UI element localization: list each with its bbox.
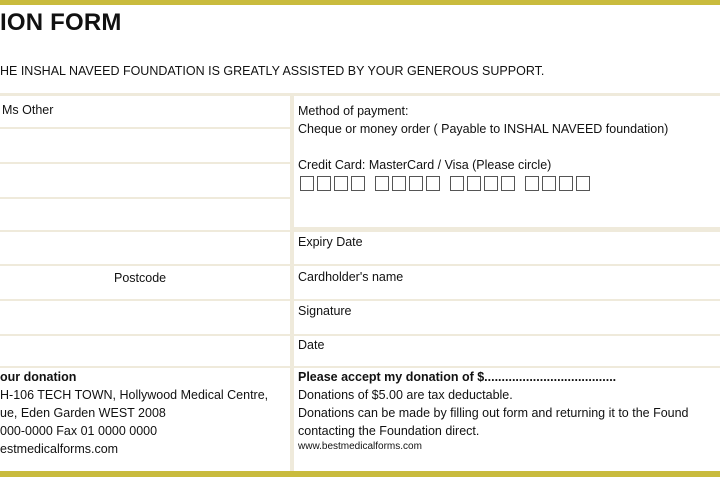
- card-number-group-3[interactable]: [450, 176, 515, 191]
- digit-box[interactable]: [484, 176, 498, 191]
- instructions-line-1: Donations can be made by filling out form and returning it to the Found: [298, 406, 689, 420]
- date-field-cell[interactable]: [294, 336, 720, 366]
- email-field-cell[interactable]: [0, 336, 290, 366]
- address-field-cell-3[interactable]: [0, 232, 290, 264]
- form-subtitle: HE INSHAL NAVEED FOUNDATION IS GREATLY ASSISTED BY YOUR GENEROUS SUPPORT.: [0, 64, 545, 78]
- digit-box[interactable]: [317, 176, 331, 191]
- digit-box[interactable]: [334, 176, 348, 191]
- donation-pledge-cell: [294, 368, 720, 471]
- tax-note-text: Donations of $5.00 are tax deductable.: [298, 388, 513, 402]
- card-number-group-2[interactable]: [375, 176, 440, 191]
- digit-box[interactable]: [426, 176, 440, 191]
- cardholder-label: Cardholder's name: [298, 270, 404, 284]
- address-field-cell-1[interactable]: [0, 164, 290, 197]
- digit-box[interactable]: [467, 176, 481, 191]
- form-grid: [0, 93, 720, 471]
- expiry-field-cell[interactable]: [294, 232, 720, 264]
- address-line-2: ue, Eden Garden WEST 2008: [0, 406, 166, 420]
- digit-box[interactable]: [525, 176, 539, 191]
- digit-box[interactable]: [392, 176, 406, 191]
- signature-field-cell[interactable]: [294, 301, 720, 334]
- cardholder-field-cell[interactable]: [294, 266, 720, 299]
- digit-box[interactable]: [375, 176, 389, 191]
- website-line: estmedicalforms.com: [0, 442, 119, 456]
- donation-info-cell: [0, 368, 290, 471]
- card-number-input[interactable]: [300, 176, 590, 191]
- date-label: Date: [298, 338, 325, 352]
- address-line-1: H-106 TECH TOWN, Hollywood Medical Centre,: [0, 388, 269, 402]
- digit-box[interactable]: [351, 176, 365, 191]
- digit-box[interactable]: [559, 176, 573, 191]
- digit-box[interactable]: [576, 176, 590, 191]
- card-number-group-4[interactable]: [525, 176, 590, 191]
- title-options-text: Ms Other: [2, 103, 54, 117]
- payment-method-label: Method of payment:: [298, 104, 409, 118]
- instructions-line-2: contacting the Foundation direct.: [298, 424, 480, 438]
- expiry-label: Expiry Date: [298, 235, 363, 249]
- digit-box[interactable]: [450, 176, 464, 191]
- phone-fax-line: 000-0000 Fax 01 0000 0000: [0, 424, 158, 438]
- postcode-label: Postcode: [114, 271, 167, 285]
- address-field-cell-2[interactable]: [0, 199, 290, 230]
- form-title: ION FORM: [0, 9, 122, 36]
- bottom-accent-rule: [0, 471, 720, 477]
- donation-pledge-text[interactable]: Please accept my donation of $......................................: [298, 370, 617, 384]
- digit-box[interactable]: [409, 176, 423, 191]
- footer-website: www.bestmedicalforms.com: [298, 441, 422, 452]
- top-accent-rule: [0, 0, 720, 5]
- payment-method-cell: [294, 96, 720, 227]
- digit-box[interactable]: [300, 176, 314, 191]
- credit-card-label[interactable]: Credit Card: MasterCard / Visa (Please circle): [298, 158, 552, 172]
- phone-field-cell[interactable]: [0, 301, 290, 334]
- digit-box[interactable]: [542, 176, 556, 191]
- postcode-field-cell[interactable]: [0, 266, 290, 299]
- cheque-option-text[interactable]: Cheque or money order ( Payable to INSHAL NAVEED foundation): [298, 122, 669, 136]
- card-number-group-1[interactable]: [300, 176, 365, 191]
- donation-heading: our donation: [0, 370, 77, 384]
- name-field-cell[interactable]: [0, 129, 290, 162]
- digit-box[interactable]: [501, 176, 515, 191]
- title-field-cell[interactable]: [0, 96, 290, 127]
- signature-label: Signature: [298, 304, 352, 318]
